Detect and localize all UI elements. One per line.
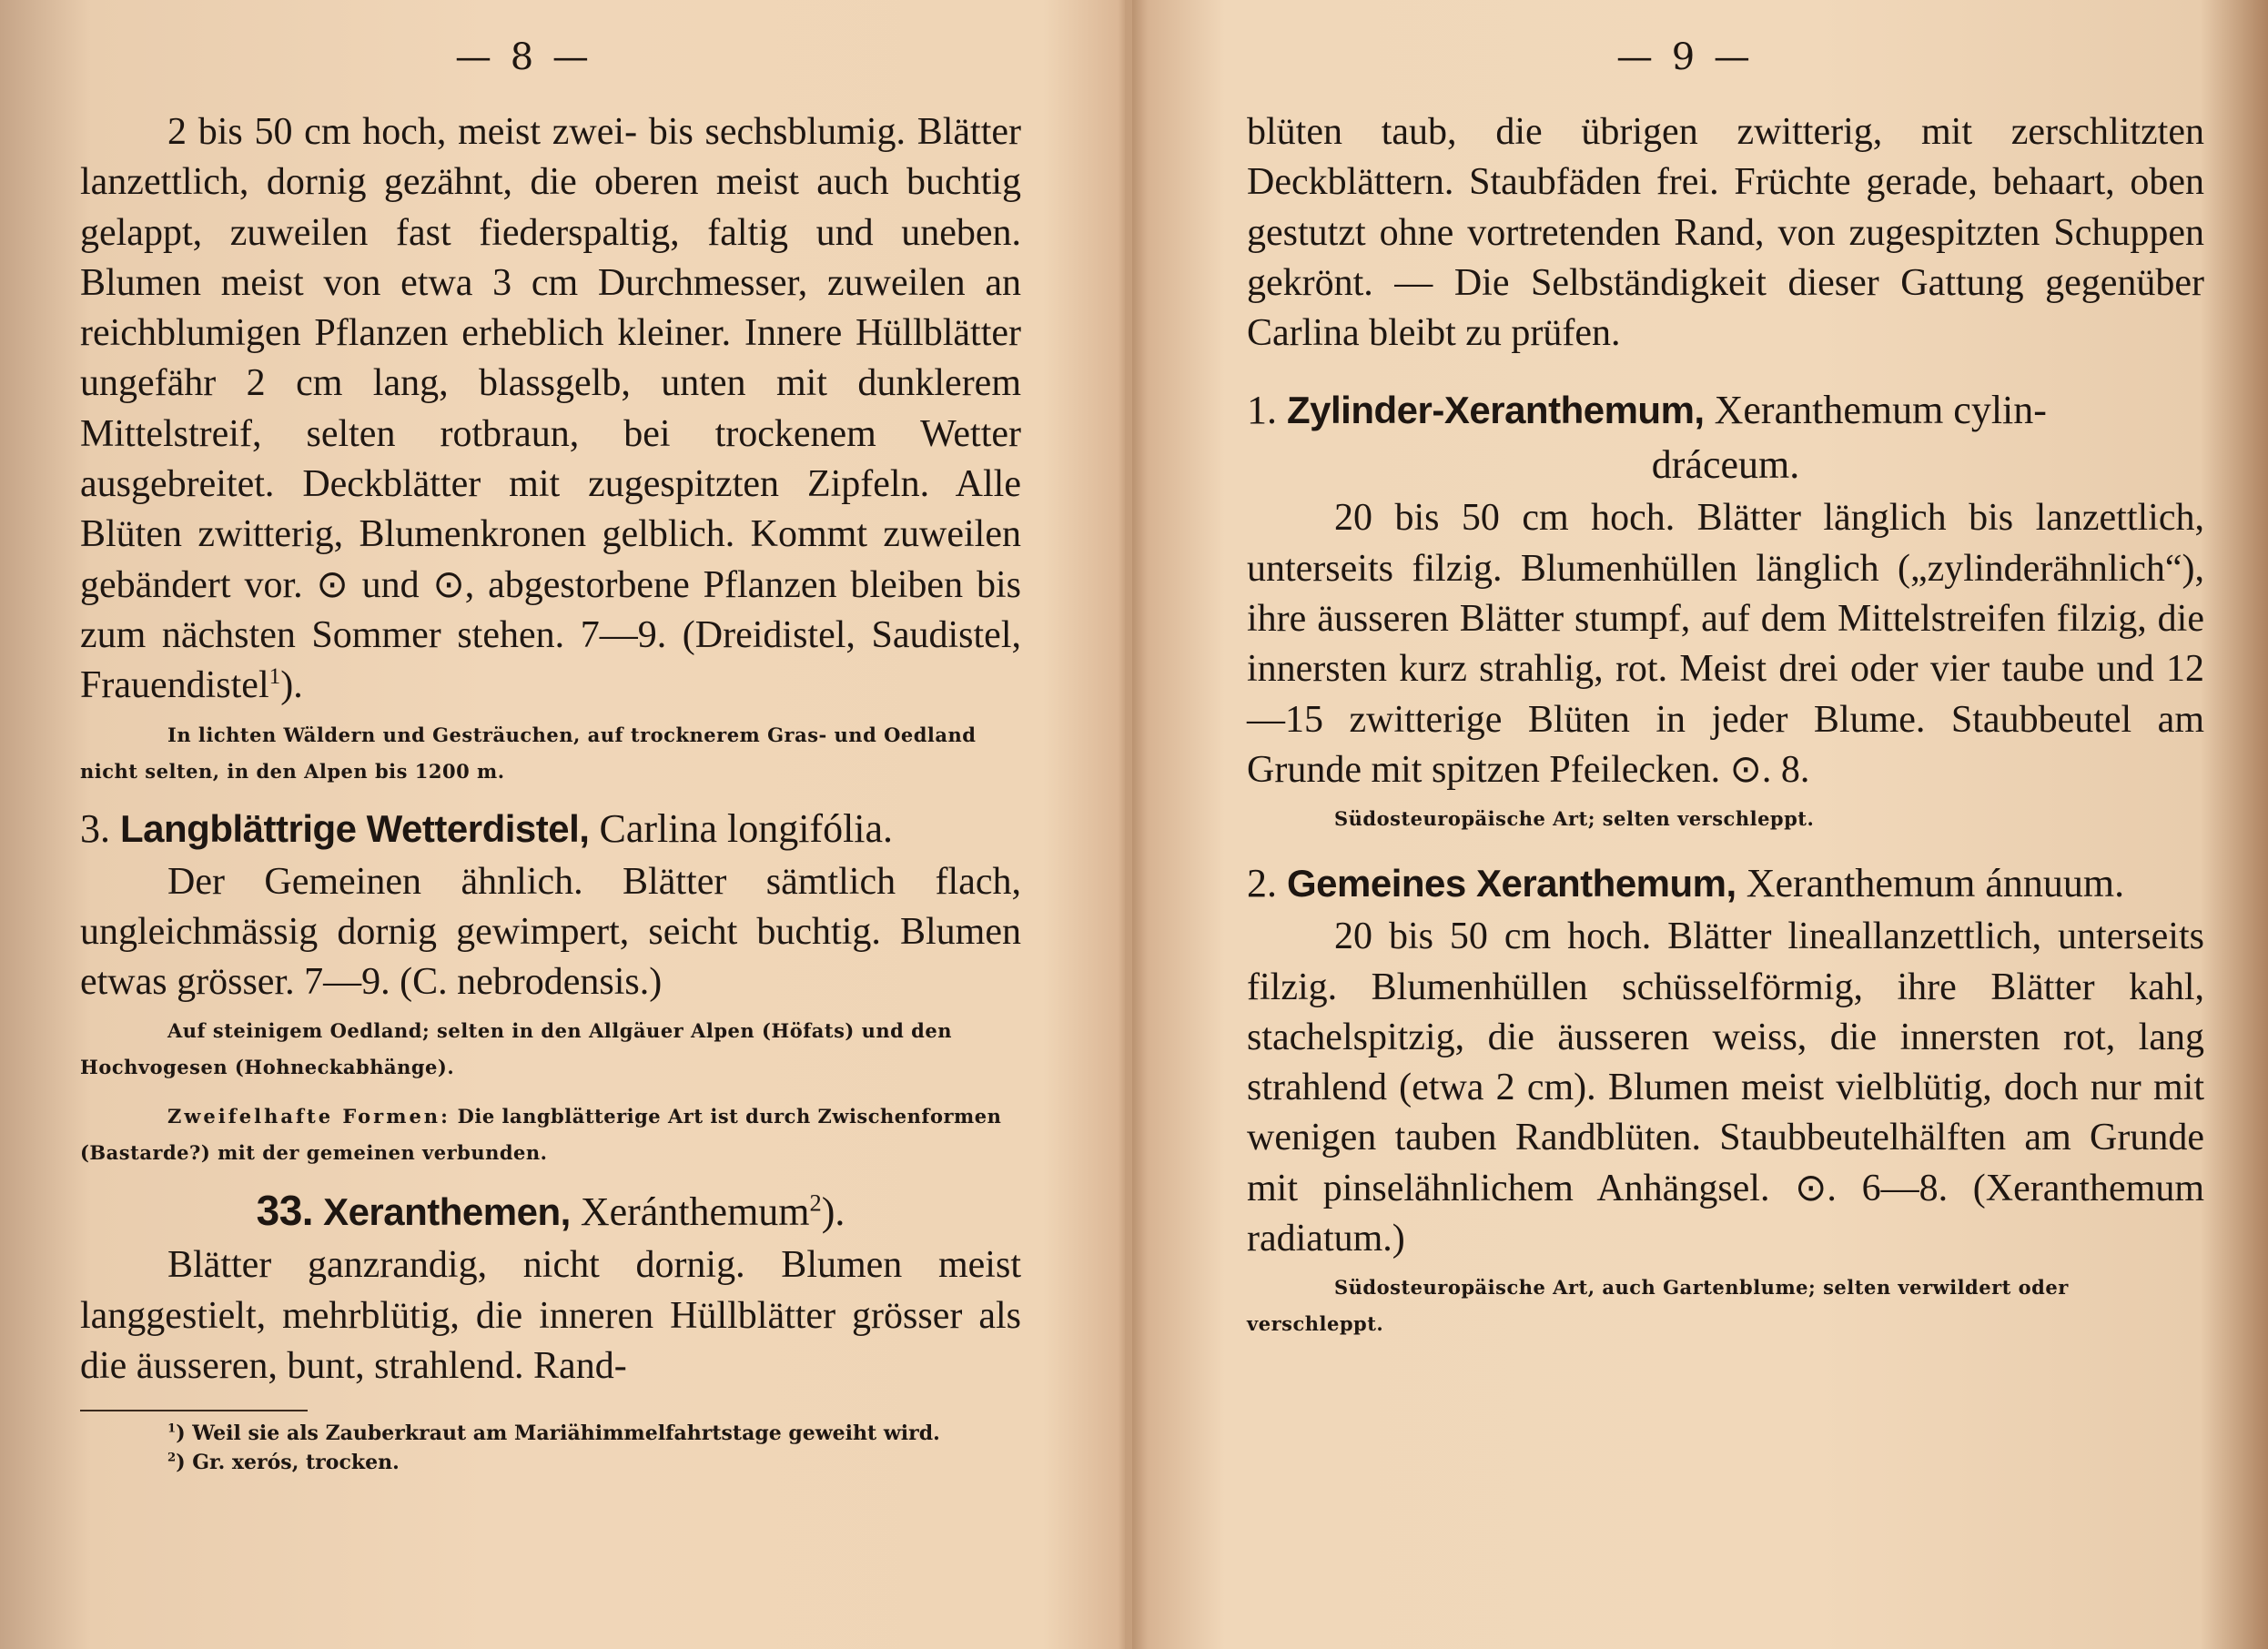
species-2-heading: 2. Gemeines Xeranthemum, Xeranthemum ánnuum. bbox=[1247, 861, 2125, 906]
gutter-shadow bbox=[1125, 0, 1132, 1649]
carlina-description: 2 bis 50 cm hoch, meist zwei- bis sechsblumig. Blätter lanzettlich, dornig gezähnt, die oberen meist auch buchtig gelappt, zuweilen fast fiederspaltig, faltig und uneben. Blumen meist von etwa 3 cm Durchmesser, zuweilen an reichblumigen Pflanzen erheblich kleiner. Innere Hüllblätter ungefähr 2 cm lang, blassgelb, unten mit dunklerem Mittelstreif, selten rotbraun, bei trockenem Wetter ausgebreitet. Deckblätter mit zugespitzten Zipfeln. Alle Blüten zwitterig, Blumenkronen gelblich. Kommt zuweilen gebändert vor. ⊙ und ⊙, abgestorbene Pflanzen bleiben bis zum nächsten Sommer stehen. 7—9. (Dreidistel, Saudistel, Frauendistel$^1$). bbox=[80, 111, 1021, 707]
page-number: — 8 — bbox=[455, 36, 592, 78]
species-1-heading: 1. Zylinder-Xeranthemum, Xeranthemum cylin- bbox=[1247, 388, 2047, 433]
genus-33-heading: 33. Xeranthemen, Xeránthemum$^2$). bbox=[256, 1187, 845, 1235]
right-text-column bbox=[1247, 107, 2204, 1355]
species-3-heading: 3. Langblättrige Wetterdistel, Carlina longifólia. bbox=[80, 805, 894, 851]
left-text-column bbox=[80, 107, 1021, 1477]
genus-33-description: Blätter ganzrandig, nicht dornig. Blumen meist langgestielt, mehrblütig, die inneren Hüllblätter grösser als die äusseren, bunt, strahlend. Rand- bbox=[80, 1244, 1021, 1388]
species-1-habitat: Südosteuropäische Art; selten verschleppt. bbox=[1334, 807, 1815, 831]
left-page bbox=[0, 0, 1133, 1649]
species-1-heading-cont: dráceum. bbox=[1651, 442, 1800, 488]
species-3-description: Der Gemeinen ähnlich. Blätter sämtlich flach, ungleichmässig dornig gewimpert, seicht buchtig. Blumen etwas grösser. 7—9. (C. nebrodensis.) bbox=[80, 860, 1021, 1004]
footnote-2: $^2$) Gr. xerós, trocken. bbox=[167, 1451, 400, 1475]
species-2-description: 20 bis 50 cm hoch. Blätter lineallanzettlich, unterseits filzig. Blumenhüllen schüsselförmig, ihre Blätter kahl, stachelspitzig, die äusseren weiss, die innersten rot, lang strahlend (etwa 2 cm). Blumen meist vielblütig, doch nur mit wenigen tauben Randblüten. Staubbeutelhälften am Grunde mit pinselähnlichem Anhängsel. ⊙. 6—8. (Xeranthemum radiatum.) bbox=[1247, 916, 2204, 1260]
species-1-description: 20 bis 50 cm hoch. Blätter länglich bis lanzettlich, unterseits filzig. Blumenhüllen länglich („zylinderähnlich“), ihre äusseren Blätter stumpf, auf dem Mittelstreifen filzig, die innersten kurz strahlig, rot. Meist drei oder vier taube und 12—15 zwitterige Blüten in jeder Blume. Staubbeutel am Grunde mit spitzen Pfeilecken. ⊙. 8. bbox=[1247, 497, 2204, 791]
footnote-rule bbox=[80, 1410, 308, 1411]
page-number: — 9 — bbox=[1616, 36, 1754, 78]
species-3-habitat: Auf steinigem Oedland; selten in den Allgäuer Alpen (Höfats) und den Hochvogesen (Hohneckabhänge). bbox=[80, 1019, 952, 1079]
genus-33-continuation: blüten taub, die übrigen zwitterig, mit zerschlitzten Deckblättern. Staubfäden frei. Früchte gerade, behaart, oben gestutzt ohne vortretenden Rand, von zugespitzten Schuppen gekrönt. — Die Selbständigkeit dieser Gattung gegenüber Carlina bleibt zu prüfen. bbox=[1247, 111, 2204, 355]
footnote-1: $^1$) Weil sie als Zauberkraut am Mariähimmelfahrtstage geweiht wird. bbox=[167, 1421, 940, 1446]
carlina-habitat: In lichten Wäldern und Gesträuchen, auf trocknerem Gras- und Oedland nicht selten, in den Alpen bis 1200 m. bbox=[80, 723, 977, 783]
species-2-habitat: Südosteuropäische Art, auch Gartenblume; selten verwildert oder verschleppt. bbox=[1247, 1276, 2069, 1336]
doubtful-forms-note: Zweifelhafte Formen: Die langblätterige Art ist durch Zwischenformen (Bastarde?) mit der gemeinen verbunden. bbox=[80, 1105, 1002, 1165]
right-page bbox=[1136, 0, 2268, 1649]
